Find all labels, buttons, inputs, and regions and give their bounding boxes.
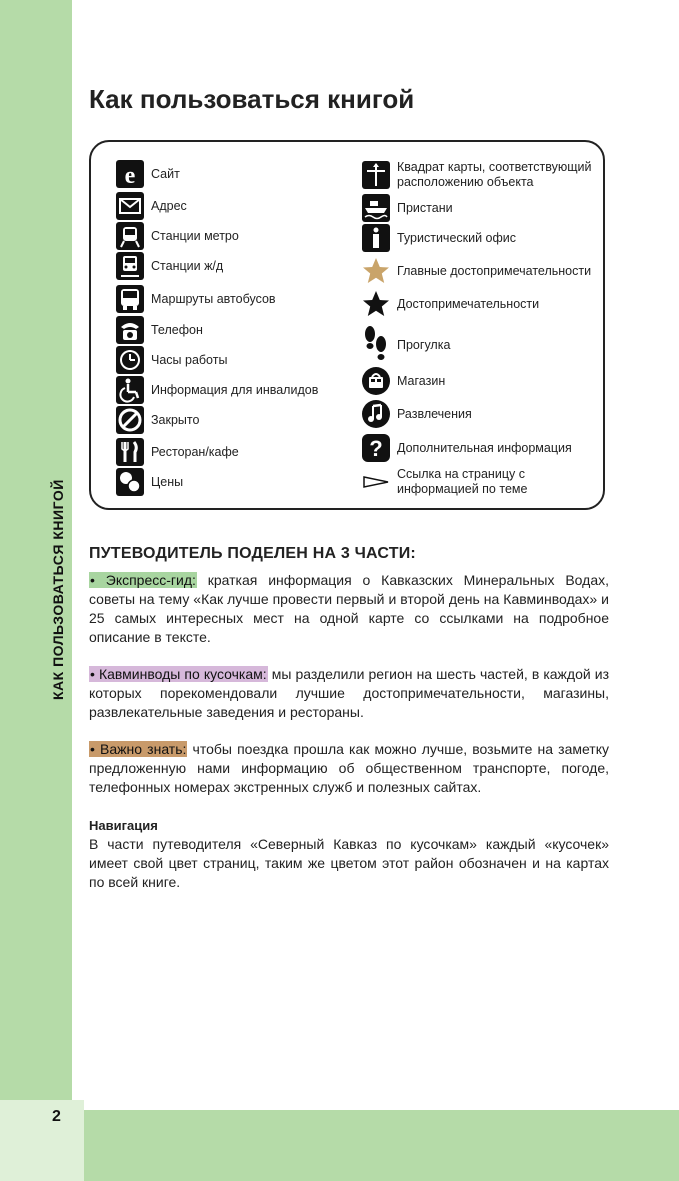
phone-icon bbox=[115, 315, 145, 345]
clock-icon bbox=[115, 345, 145, 375]
section-heading: ПУТЕВОДИТЕЛЬ ПОДЕЛЕН НА 3 ЧАСТИ: bbox=[89, 545, 416, 562]
wheelchair-icon bbox=[115, 375, 145, 405]
closed-icon bbox=[115, 405, 145, 435]
part-pieces bbox=[89, 665, 609, 722]
page-number: 2 bbox=[52, 1108, 61, 1125]
arrow-icon bbox=[361, 467, 391, 497]
legend-item-prices bbox=[115, 467, 183, 497]
legend-label: Квадрат карты, соответствующий расположению объекта bbox=[397, 160, 592, 189]
legend-item-restaurant bbox=[115, 437, 239, 467]
gold-star-icon bbox=[361, 256, 391, 286]
legend-label: Часы работы bbox=[151, 352, 228, 367]
legend-label: Главные достопримечательности bbox=[397, 263, 592, 278]
legend-item-sights bbox=[361, 289, 539, 319]
part-text-pieces: мы разделили регион на шесть частей, в каждой из которых порекомендовали лучшие достопримечательности, магазины, развлекательные заведения и рестораны. bbox=[89, 666, 609, 720]
bottom-band bbox=[84, 1110, 679, 1181]
black-star-icon bbox=[361, 289, 391, 319]
legend-label: Достопримечательности bbox=[397, 296, 540, 311]
legend-label: Станции метро bbox=[151, 228, 239, 243]
legend-item-walk bbox=[361, 325, 450, 365]
legend-box bbox=[89, 140, 605, 510]
navigation-text: В части путеводителя «Северный Кавказ по кусочкам» каждый «кусочек» имеет свой цвет страниц, таким же цветом этот район обозначен и на картах по всей книге. bbox=[89, 836, 609, 890]
legend-item-website bbox=[115, 159, 180, 189]
legend-item-entertainment bbox=[361, 399, 472, 429]
part-title-pieces: • Кавминводы по кусочкам: bbox=[90, 666, 267, 682]
footprints-icon bbox=[361, 325, 391, 365]
legend-label: Дополнительная информация bbox=[397, 440, 572, 455]
part-express bbox=[89, 571, 609, 647]
svg-text:e: e bbox=[124, 163, 136, 189]
legend-label: Сайт bbox=[151, 166, 180, 181]
legend-item-metro bbox=[115, 221, 239, 251]
legend-label: Ресторан/кафе bbox=[151, 444, 239, 459]
legend-label: Пристани bbox=[397, 200, 453, 215]
legend-label: Прогулка bbox=[397, 337, 451, 352]
bus-icon bbox=[115, 284, 145, 314]
question-icon bbox=[361, 433, 391, 463]
music-icon bbox=[361, 399, 391, 429]
page-title: Как пользоваться книгой bbox=[89, 84, 415, 114]
legend-item-info bbox=[361, 223, 516, 253]
legend-item-disabled bbox=[115, 375, 318, 405]
pier-icon bbox=[361, 193, 391, 223]
part-title-important: • Важно знать: bbox=[90, 741, 187, 757]
legend-item-train bbox=[115, 251, 223, 281]
legend-label: Магазин bbox=[397, 373, 446, 388]
price-icon bbox=[115, 467, 145, 497]
part-text-express: краткая информация о Кавказских Минеральных Водах, советы на тему «Как лучше провести первый и второй день на Кавминводах» и 25 самых интересных мест на одной карте со ссылками на подробное описание в тексте. bbox=[89, 572, 610, 645]
legend-item-address bbox=[115, 191, 187, 221]
legend-item-bus bbox=[115, 284, 276, 314]
legend-label: Маршруты автобусов bbox=[151, 291, 276, 306]
sidebar-title: КАК ПОЛЬЗОВАТЬСЯ КНИГОЙ bbox=[50, 479, 66, 700]
legend-item-closed bbox=[115, 405, 199, 435]
legend-label: Телефон bbox=[151, 322, 203, 337]
part-important bbox=[89, 740, 609, 797]
website-icon bbox=[115, 159, 145, 189]
legend-item-pier bbox=[361, 193, 453, 223]
metro-icon bbox=[115, 221, 145, 251]
legend-label: Информация для инвалидов bbox=[151, 382, 319, 397]
shop-icon bbox=[361, 366, 391, 396]
part-title-express: • Экспресс-гид: bbox=[90, 572, 196, 588]
legend-label: Цены bbox=[151, 474, 184, 489]
legend-item-more-info bbox=[361, 433, 572, 463]
legend-label: Станции ж/д bbox=[151, 258, 224, 273]
restaurant-icon bbox=[115, 437, 145, 467]
legend-item-map-square bbox=[361, 160, 602, 190]
legend-label: Адрес bbox=[151, 198, 187, 213]
legend-label: Закрыто bbox=[151, 412, 200, 427]
svg-text:?: ? bbox=[369, 436, 383, 461]
legend-label: Развлечения bbox=[397, 406, 472, 421]
map-square-icon bbox=[361, 160, 391, 190]
legend-item-main-sights bbox=[361, 256, 591, 286]
legend-item-page-link bbox=[361, 467, 602, 497]
envelope-icon bbox=[115, 191, 145, 221]
part-text-important: чтобы поездка прошла как можно лучше, возьмите на заметку предложенную нами информацию об общественном транспорте, погоде, телефонных номерах экстренных служб и полезных сайтах. bbox=[89, 741, 609, 795]
train-icon bbox=[115, 251, 145, 281]
legend-label: Туристический офис bbox=[397, 230, 517, 245]
legend-label: Ссылка на страницу с информацией по теме bbox=[397, 467, 528, 496]
page-number-box bbox=[0, 1100, 84, 1181]
legend-item-shop bbox=[361, 366, 445, 396]
info-icon bbox=[361, 223, 391, 253]
navigation-title: Навигация bbox=[89, 818, 158, 833]
legend-item-phone bbox=[115, 315, 203, 345]
legend-item-hours bbox=[115, 345, 227, 375]
